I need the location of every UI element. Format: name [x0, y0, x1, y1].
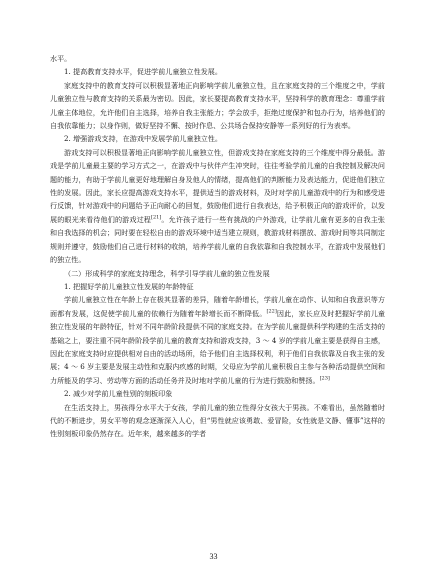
- text: 。允许孩子进行一些有挑战的户外游戏，让学前儿童有更多的自我主张和自我选择的机会；同时要在轻松自由的游戏环境中适当建立规则，教游戏材料摆放、游戏时间等共同制定规则并遵守，鼓励他们自己进行材料的收纳，培养学前儿童的自我依靠和自我控制水平，在游戏中发展他们的独立性。: [50, 214, 386, 265]
- citation-ref: [23]: [319, 375, 330, 382]
- section-heading-2: 2. 增强游戏支持，在游戏中发展学前儿童独立性。: [64, 134, 222, 144]
- paragraph-gender-stereotype: 在生活支持上，男孩得分水平大于女孩，学前儿童的独立性得分女孩大于男孩。不难看出，虽然随着时代的不断进步，男女平等的观念逐渐深入人心，但“男性就应该勇敢、爱冒险，女性就是文静、懂事”这样的性别刻板印象仍然存在。近年来，越来越多的学者: [50, 402, 385, 439]
- text: 学前儿童独立性在年龄上存在极其显著的差异，随着年龄增长，学前儿童在动作、认知和自我意识等方面都有发展，这促使学前儿童的依赖行为随着年龄增长而不断降低。: [50, 295, 385, 318]
- subsection-heading-2: 2. 减少对学前儿童性别的刻板印象: [64, 389, 173, 399]
- citation-ref: [21]: [151, 214, 162, 221]
- text: 游戏支持可以积极显著地正向影响学前儿童独立性，但游戏支持在家庭支持的三个维度中得分最低。游戏是学前儿童最主要的学习方式之一，在游戏中与伙伴产生冲突时，往往考验学前儿童的自我控制及解决问题的能力，有助于学前儿童更好地理解自身及他人的情绪，提高他们的判断能力及表达能力，促进他们独立性的发展。因此，家长应提高游戏支持水平，提供适当的游戏材料，及时对学前儿童游戏中的行为和感受进行反馈，针对游戏中的问题给予正向耐心的回复，鼓励他们进行自我表达，给予积极正向的游戏评价，以发展的眼光来看待他们的游戏过程: [50, 147, 385, 224]
- subsection-heading-1: 1. 把握好学前儿童独立性发展的年龄特征: [64, 281, 194, 291]
- text: 因此，家长应及时把握好学前儿童独立性发展的年龄特征，针对不同年龄阶段提供不同的家庭支持。在为学前儿童提供科学构建的生活支持的基础之上，要注重不同年龄阶段学前儿童的教育支持和游戏支持，3 ～ 4 岁的学前儿童主要是获得自主感，因此在家庭支持时应提供相对自由的活动场所，给予他们自主选择权利，利于他们自我依靠及自我主张的发展；4 ～ 6 岁主要是发展主动性和克服内疚感的时期，父母应为学前儿童积极自主参与各种活动提供空间和力所能及的学习、劳动等方面的活动任务并及时地对学前儿童的行为进行鼓励和赞扬。: [50, 308, 386, 385]
- citation-ref: [22]: [266, 308, 277, 315]
- section-heading-1: 1. 提高教育支持水平，促进学前儿童独立性发展。: [64, 67, 222, 77]
- paragraph-game-support: [50, 146, 385, 267]
- text: 水平。: [50, 54, 72, 63]
- paragraph-age-characteristics: [50, 293, 385, 387]
- paragraph-continuation: [50, 52, 385, 65]
- paragraph-education-support: 家庭支持中的教育支持可以积极显著地正向影响学前儿童独立性，且在家庭支持的三个维度之中，学前儿童独立性与教育支持的关系最为密切。因此，家长要提高教育支持水平，坚持科学的教育理念：尊重学前儿童主体地位，允许他们自主选择，培养自我主张能力；学会放手，拒绝过度保护和包办行为，培养他们的自我依靠能力；以身作则，做好坚持不懈、按时作息、公共场合保持安静等一系列好的行为表率。: [50, 80, 385, 131]
- section-heading-3: （二）形成科学的家庭支持理念，科学引导学前儿童的独立性发展: [64, 268, 270, 278]
- page-number: 33: [209, 552, 218, 561]
